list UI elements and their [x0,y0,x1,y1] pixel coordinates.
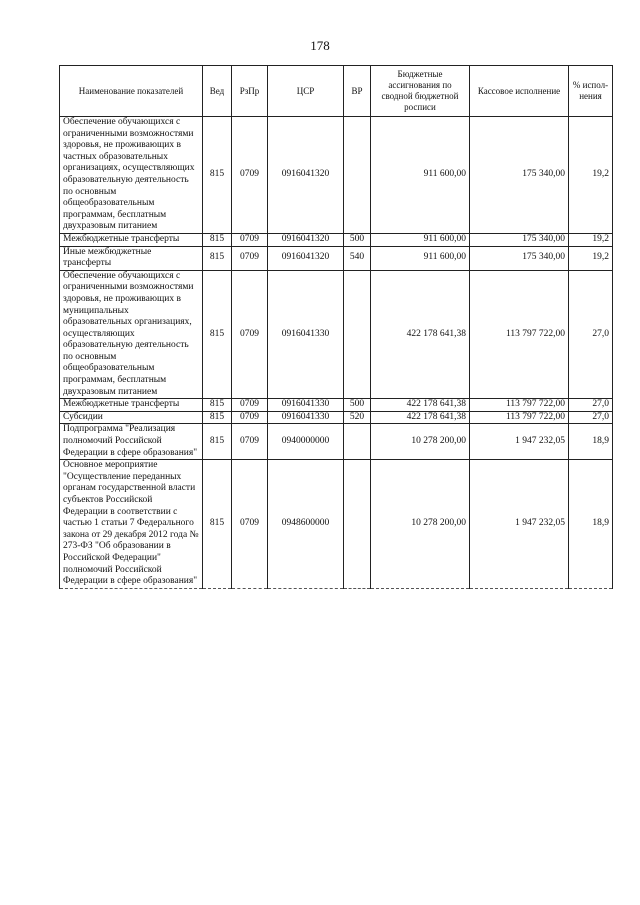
header-assignments: Бюджетные ассигнования по сводной бюджетной росписи [371,66,470,117]
table-row [60,117,613,234]
header-cash-execution: Кассовое исполнение [470,66,569,117]
row-csr: 0916041320 [268,246,344,270]
row-vr [344,270,371,399]
row-percent: 27,0 [569,411,613,424]
table-row [60,270,613,399]
table-row [60,399,613,412]
row-cash-execution: 113 797 722,00 [470,270,569,399]
row-csr: 0916041330 [268,399,344,412]
row-csr: 0916041320 [268,233,344,246]
row-ved: 815 [203,399,232,412]
row-name: Обеспечение обучающихся с ограниченными возможностями здоровья, не проживающих в частных образовательных организациях, осуществляющих образовательную деятельность по основным общеобразовательным программам, бесплатным двухразовым питанием [60,117,203,234]
row-assignments: 10 278 200,00 [371,424,470,460]
table-row [60,424,613,460]
row-name: Иные межбюджетные трансферты [60,246,203,270]
row-percent: 19,2 [569,117,613,234]
row-assignments: 422 178 641,38 [371,411,470,424]
row-vr: 520 [344,411,371,424]
table-row [60,411,613,424]
row-ved: 815 [203,233,232,246]
row-vr [344,424,371,460]
row-percent: 19,2 [569,233,613,246]
row-name: Основное мероприятие "Осуществление переданных органам государственной власти субъектов Российской Федерации в соответствии с частью 1 статьи 7 Федерального закона от 29 декабря 2012 года № 273-ФЗ "Об образовании в Российской Федерации" полномочий Российской Федерации в сфере образования" [60,460,203,589]
header-name: Наименование показателей [60,66,203,117]
row-csr: 0948600000 [268,460,344,589]
header-csr: ЦСР [268,66,344,117]
table-row [60,233,613,246]
row-ved: 815 [203,270,232,399]
header-rzpr: РзПр [232,66,268,117]
row-csr: 0916041320 [268,117,344,234]
row-cash-execution: 1 947 232,05 [470,424,569,460]
row-name: Подпрограмма "Реализация полномочий Российской Федерации в сфере образования" [60,424,203,460]
page-number: 178 [310,38,330,53]
row-rzpr: 0709 [232,117,268,234]
row-csr: 0916041330 [268,270,344,399]
row-percent: 18,9 [569,460,613,589]
budget-table [59,65,613,589]
row-vr: 500 [344,233,371,246]
row-csr: 0916041330 [268,411,344,424]
row-cash-execution: 175 340,00 [470,233,569,246]
row-assignments: 911 600,00 [371,246,470,270]
row-rzpr: 0709 [232,246,268,270]
row-vr: 500 [344,399,371,412]
header-vr: ВР [344,66,371,117]
table-row [60,460,613,589]
row-name: Субсидии [60,411,203,424]
row-ved: 815 [203,117,232,234]
table-header-row [60,66,613,117]
row-assignments: 10 278 200,00 [371,460,470,589]
row-ved: 815 [203,246,232,270]
row-percent: 27,0 [569,270,613,399]
row-cash-execution: 1 947 232,05 [470,460,569,589]
row-rzpr: 0709 [232,424,268,460]
row-name: Межбюджетные трансферты [60,233,203,246]
row-assignments: 422 178 641,38 [371,270,470,399]
row-cash-execution: 113 797 722,00 [470,411,569,424]
row-name: Обеспечение обучающихся с ограниченными возможностями здоровья, не проживающих в муниципальных образовательных организациях, осуществляющих образовательную деятельность по основным общеобразовательным программам, бесплатным двухразовым питанием [60,270,203,399]
row-csr: 0940000000 [268,424,344,460]
row-vr [344,117,371,234]
row-vr: 540 [344,246,371,270]
row-rzpr: 0709 [232,233,268,246]
row-name: Межбюджетные трансферты [60,399,203,412]
row-ved: 815 [203,460,232,589]
row-cash-execution: 175 340,00 [470,246,569,270]
header-ved: Вед [203,66,232,117]
header-percent: % испол-нения [569,66,613,117]
row-percent: 19,2 [569,246,613,270]
table-row [60,246,613,270]
row-rzpr: 0709 [232,270,268,399]
row-vr [344,460,371,589]
row-rzpr: 0709 [232,399,268,412]
row-percent: 27,0 [569,399,613,412]
row-cash-execution: 175 340,00 [470,117,569,234]
row-assignments: 422 178 641,38 [371,399,470,412]
row-rzpr: 0709 [232,460,268,589]
row-percent: 18,9 [569,424,613,460]
row-rzpr: 0709 [232,411,268,424]
row-assignments: 911 600,00 [371,233,470,246]
row-ved: 815 [203,411,232,424]
row-ved: 815 [203,424,232,460]
row-assignments: 911 600,00 [371,117,470,234]
row-cash-execution: 113 797 722,00 [470,399,569,412]
